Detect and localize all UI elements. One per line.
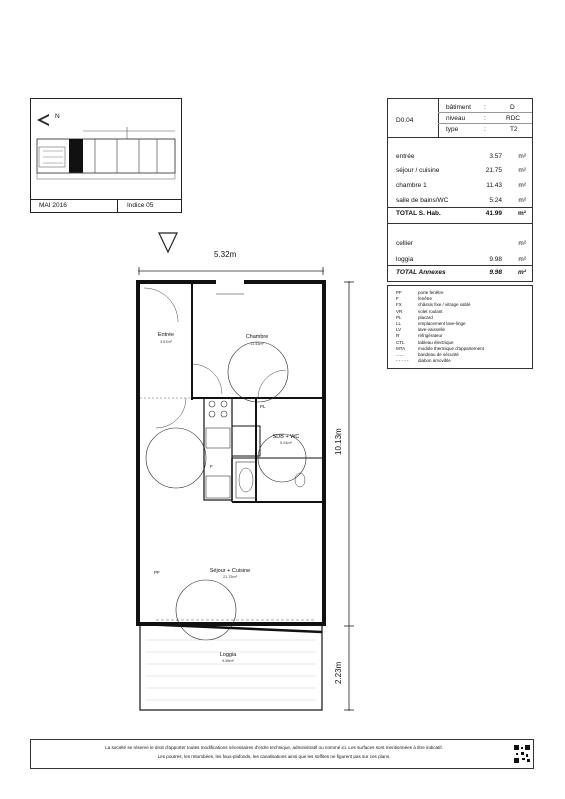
legend-row	[396, 309, 443, 314]
legend-code: VR	[396, 308, 403, 314]
legend-text: tableau électrique	[418, 339, 454, 345]
total-annex-line	[388, 265, 532, 266]
room-value: 3.57	[489, 153, 502, 160]
legend-text: porte fenêtre	[418, 290, 444, 295]
legend-text: lave-vaisselle	[418, 327, 446, 333]
room-sdb-area: 5.24m²	[280, 441, 292, 445]
legend-text: diabon amovible	[418, 358, 451, 364]
surface-table	[387, 98, 533, 282]
height-total-label: 10.13m	[334, 428, 343, 455]
header-row-line	[438, 112, 532, 113]
disclaimer-line-2: Les poutres, les retombées, les faux-plafonds, les canalisations ainsi que les soffites ne figurent pas sur ces plans.	[157, 754, 391, 759]
room-loggia-area: 9.98m²	[222, 659, 234, 663]
table-header	[388, 99, 532, 138]
total-annex-unit: m²	[518, 269, 526, 276]
north-label: N	[55, 113, 60, 120]
total-annex-label: TOTAL Annexes	[396, 269, 446, 276]
annex-label: cellier	[396, 240, 413, 247]
type-label: type	[446, 126, 459, 133]
width-dimension-label: 5.32m	[214, 250, 237, 259]
legend-text: emplacement lave-linge	[418, 321, 466, 326]
total-value: 41.99	[485, 210, 502, 217]
type-sep: :	[484, 126, 486, 133]
divider	[117, 200, 118, 212]
legend-row	[396, 340, 454, 345]
legend-code: - - - - -	[396, 358, 409, 364]
plan-code-pf: PF	[154, 570, 160, 575]
room-chambre-area: 11.43m²	[250, 342, 264, 346]
legend-row	[396, 321, 466, 326]
legend-code: R	[396, 333, 400, 339]
floor-plan	[136, 280, 326, 712]
entrance-arrow-icon	[158, 232, 178, 254]
legend-code: MTA	[396, 345, 406, 351]
legend-text: fenêtre	[418, 296, 433, 302]
total-unit: m²	[518, 210, 526, 217]
legend-code: CTL	[396, 339, 405, 345]
room-sdb-label: SDB + WC	[272, 434, 300, 440]
legend-row	[396, 358, 451, 363]
annex-unit: m²	[518, 256, 526, 263]
plan-date: MAI 2016	[39, 202, 67, 209]
legend-row	[396, 352, 459, 357]
room-label: entrée	[396, 153, 415, 160]
legend-row	[396, 302, 471, 307]
legend-box	[387, 285, 533, 369]
plan-code-f: F	[210, 464, 213, 469]
legend-code: PL	[396, 314, 402, 320]
legend-code: LL	[396, 321, 402, 326]
key-plan-drawing	[35, 117, 177, 187]
total-hab-line	[388, 207, 532, 208]
room-unit: m²	[518, 182, 526, 189]
room-chambre-label: Chambre	[245, 334, 269, 340]
qr-code-icon	[513, 744, 531, 764]
room-unit: m²	[518, 153, 526, 160]
annex-label: loggia	[396, 256, 414, 263]
level-value: RDC	[506, 115, 521, 122]
total-label: TOTAL S. Hab.	[396, 210, 441, 217]
building-sep: :	[484, 104, 486, 111]
building-label: bâtiment	[446, 104, 471, 111]
footer-disclaimer	[30, 739, 534, 769]
annex-value: 9.98	[489, 256, 502, 263]
total-annex-value: 9.98	[489, 269, 502, 276]
plan-code-pl: PL	[260, 404, 266, 409]
room-sejour-area: 21.75m²	[223, 575, 237, 579]
type-value: T2	[510, 126, 518, 133]
legend-text: réfrigérateur	[418, 333, 443, 339]
legend-code: FX	[396, 302, 402, 308]
room-entree-label: Entrée	[157, 332, 175, 338]
legend-code: PF	[396, 290, 402, 295]
legend-text: châssis fixe / vitrage sablé	[418, 302, 471, 308]
plan-index: Indice 05	[127, 202, 154, 209]
annex-unit: m²	[518, 240, 526, 247]
legend-text: bandeau de sécurité	[418, 352, 459, 357]
room-unit: m²	[518, 197, 526, 204]
room-label: chambre 1	[396, 182, 427, 189]
legend-row	[396, 315, 433, 320]
room-sejour-label: Séjour + Cuisine	[209, 568, 251, 574]
disclaimer-line-1: La société se réserve le droit d'apporter toutes modifications nécessaires d'ordre technique, administratif ou nommé ici. Les surfaces sont mentionnées à titre indicatif.	[105, 745, 443, 750]
height-dimension-line	[344, 281, 354, 711]
legend-row	[396, 296, 432, 301]
room-value: 21.75	[485, 167, 502, 174]
key-plan	[30, 98, 182, 213]
legend-row	[396, 346, 484, 351]
room-value: 11.43	[486, 182, 502, 189]
lot-code: D0.04	[396, 117, 414, 124]
section-divider	[388, 223, 532, 224]
header-col-divider	[438, 99, 439, 137]
room-label: salle de bains/WC	[396, 197, 449, 204]
level-sep: :	[484, 115, 486, 122]
legend-code: F	[396, 296, 399, 302]
legend-row	[396, 333, 443, 338]
header-row-line	[438, 123, 532, 124]
room-entree-area: 3.57m²	[160, 340, 172, 344]
legend-text: module thermique d'appartement	[418, 345, 484, 351]
key-plan-footer	[31, 199, 181, 212]
height-loggia-label: 2.23m	[334, 661, 343, 684]
width-dimension-line	[138, 262, 324, 270]
legend-text: placard	[418, 314, 433, 320]
room-loggia-label: Loggia	[219, 652, 237, 658]
building-value: D	[510, 104, 515, 111]
room-label: séjour / cuisine	[396, 167, 440, 174]
legend-row	[396, 327, 445, 332]
level-label: niveau	[446, 115, 466, 122]
legend-row	[396, 290, 444, 295]
room-unit: m²	[518, 167, 526, 174]
legend-text: volet roulant	[418, 308, 443, 314]
legend-code: .......	[396, 352, 405, 357]
room-value: 5.24	[489, 197, 502, 204]
legend-code: LV	[396, 327, 402, 333]
